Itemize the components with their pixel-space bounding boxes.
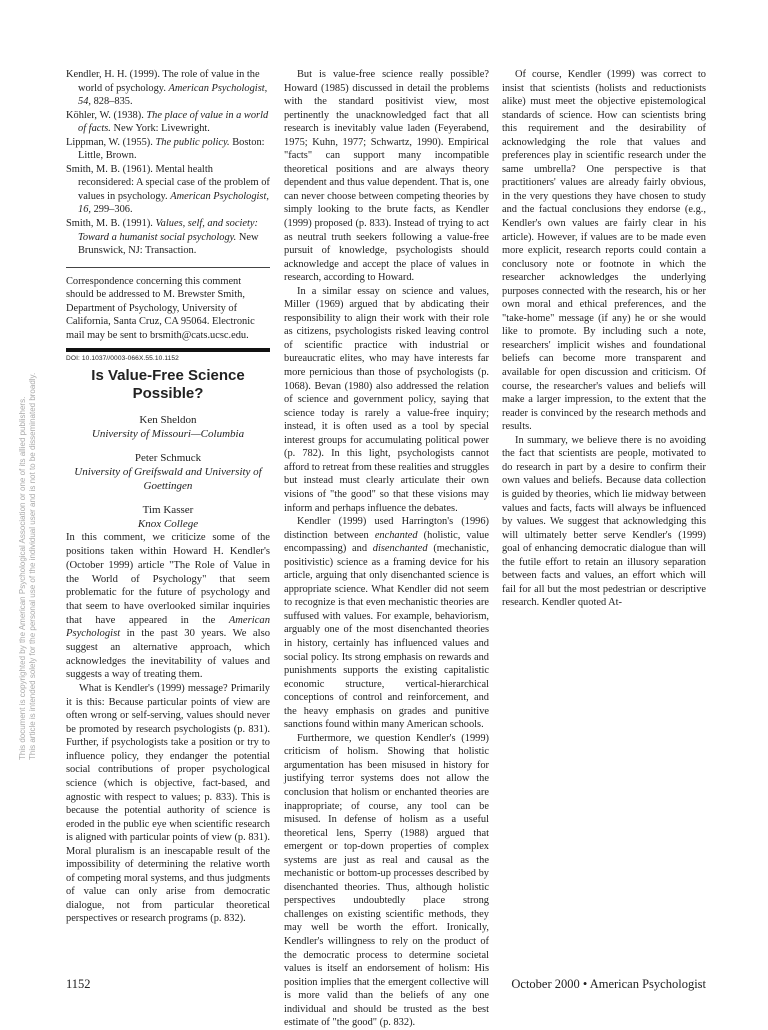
author-name: Ken Sheldon bbox=[139, 414, 197, 427]
divider-thick bbox=[66, 348, 270, 352]
reference-item: Köhler, W. (1938). The place of value in a world of facts. New York: Livewright. bbox=[66, 109, 269, 135]
article-title: Is Value-Free Science Possible? bbox=[91, 367, 245, 403]
abstract: In this comment, we criticize some of the positions taken within Howard H. Kendler's (October 1999) article "The Role of Value in the World of Psychology" that seem problematic for the future of psychology and that seem to have overlooked similar inquiries that have appeared in the American Psychologist in the past 30 years. We also suggest an alternative approach, which acknowledges the inevitability of values and suggests a way of treating them. bbox=[66, 532, 270, 681]
author-block bbox=[66, 413, 270, 531]
correspondence-note: Correspondence concerning this comment should be addressed to M. Brewster Smith, Department of Psychology, University of California, Santa Cruz, CA 95064. Electronic mail may be sent to brsmith@cats.ucsc.edu. bbox=[66, 275, 255, 341]
body-paragraph-6: Of course, Kendler (1999) was correct to insist that scientists (holists and reductionists alike) must meet the objective epistemological standards of science. How can scientists bring this requirement and the desirability of acknowledging the role that values and preferences play in scientific research under the same umbrella? One perspective is that practitioners' values are already fairly obvious, in the very questions they have chosen to study and the factual conclusions they endorse (e.g., Kendler's own values are fairly clear in his article). However, if values are to be made even more explicit, research reports could contain a conclusory note or footnote in which the researcher acknowledges the underlying purposes connected with the research, his or her own moral and ethical preferences, and the "take-home" message (if any) he or she would like to promote. By including such a note, researchers' implicit wishes and foundational beliefs can become more transparent and available for open discussion and criticism. Of course, the researcher's values and beliefs will make a larger impression, to the extent that the reader is convinced by the research methods and results. bbox=[502, 69, 706, 433]
body-paragraph-1: What is Kendler's (1999) message? Primarily it is this: Because particular points of view are often wrong or self-serving, values should never be promoted by research psychologists (p. 831). Further, if psychologists take a position or try to influence policy, they endanger the potential social contributions of proper psychological science (which is objective, fact-based, and agnostic with respect to values; p. 833). This is because the potential authority of science is eroded in the public eye when scientific research is aligned with particular points of view (p. 831). Moral pluralism is an inescapable result of the impossibility of determining the relative worth of competing moral systems, and thus judgments of value can only arise from democratic dialogue, not from particular theoretical perspectives or research programs (p. 832). bbox=[66, 683, 270, 925]
reference-item: Kendler, H. H. (1999). The role of value in the world of psychology. American Psychologist, 54, 828–835. bbox=[66, 69, 268, 108]
author-name: Peter Schmuck bbox=[134, 452, 202, 465]
author-name: Tim Kasser bbox=[142, 504, 194, 517]
reference-item: Smith, M. B. (1991). Values, self, and society: Toward a humanist social psychology. New Brunswick, NJ: Transaction. bbox=[66, 218, 259, 257]
reference-list bbox=[66, 68, 270, 258]
body-paragraph-3: In a similar essay on science and values, Miller (1969) argued that by abdicating their responsibility to align their work with their role as citizens, psychologists risked leaving control of scientific practice with industrial or bureaucratic elites, who may have interests far more pernicious than those of psychologists (p. 1068). Bevan (1980) also addressed the relation of science and government policy, saying that science today is rarely a value-free inquiry; instead, it is often used as a tool by special interest groups for accumulating political power (p. 782). In this light, psychologists cannot afford to retreat from these realities and struggles but instead must clearly articulate their own visions of "the good" so that these visions may inform and perhaps influence the debates. bbox=[284, 285, 489, 514]
copyright-line-1: This document is copyrighted by the American Psychological Association or one of its allied publishers. bbox=[18, 396, 27, 760]
body-paragraph-4: Kendler (1999) used Harrington's (1996) distinction between enchanted (holistic, value encompassing) and disenchanted (mechanistic, positivistic) science as a framing device for his article, arguing that only disenchanted science is appropriate science. What Kendler did not seem to recognize is that even mechanistic theories are suffused with values. For example, behaviorism, arguably one of the most disenchanted theories in history, certainly has influenced values and social policy. Its strong emphasis on rewards and punishments supports the existing capitalistic economic structure, vertical-hierarchical conceptions of control and reinforcement, and the heavy emphasis on grades and punitive sanctions found within many American schools. bbox=[284, 516, 490, 731]
column-3 bbox=[502, 68, 706, 610]
journal-footer: October 2000 • American Psychologist bbox=[511, 977, 706, 991]
author-affiliation: University of Greifswald and University of Goettingen bbox=[74, 466, 262, 493]
reference-item: Lippman, W. (1955). The public policy. Boston: Little, Brown. bbox=[66, 136, 265, 162]
column-1 bbox=[66, 68, 270, 926]
body-paragraph-7: In summary, we believe there is no avoiding the fact that scientists are people, motivated to do research in part by a desire to confirm their own values and beliefs. Because data collection is guided by theories, which lie midway between values and facts, facts will always be influenced by values. We suggest that acknowledging this will ultimately better serve Kendler's (1999) goal of enhancing democratic dialogue than will the futile effort to retain an illusory separation between facts and values, an effort which will fail for all but the most pedestrian or descriptive research. Kendler quoted At- bbox=[502, 434, 706, 609]
author-affiliation: University of Missouri—Columbia bbox=[91, 428, 245, 441]
copyright-line-2: This article is intended solely for the personal use of the individual user and is not to be disseminated broadly. bbox=[28, 372, 37, 760]
reference-item: Smith, M. B. (1961). Mental health reconsidered: A special case of the problem of values in psychology. American Psychologist, 16, 299–306. bbox=[66, 163, 270, 216]
copyright-sidebar bbox=[18, 373, 38, 760]
body-paragraph-5: Furthermore, we question Kendler's (1999) criticism of holism. Showing that holistic argumentation has been misused in history for justifying terror systems does not allow the conclusion that holism or enchanted theories are inappropriate; of course, any tool can be misused. In defense of holism as a useful theoretical lens, Sperry (1988) argued that emergent or top-down properties of complex systems are just as real and causal as the mechanistic or bottom-up processes described by disenchanted theories. Thus, although holistic perspectives undoubtedly place strong challenges on existing scientific methods, they may well be worth the effort. Ironically, Kendler's willingness to rely on the product of the democratic process to determine societal values is itself an endorsement of holism: His position implies that the emergent collective will is more valid than the beliefs of any one individual and should be trusted as the best estimate of "the good" (p. 832). bbox=[284, 732, 489, 1029]
page-number: 1152 bbox=[66, 977, 91, 991]
doi: DOI: 10.1037//0003-066X.55.10.1152 bbox=[66, 355, 179, 363]
column-2 bbox=[284, 68, 489, 1030]
divider bbox=[66, 267, 270, 268]
body-paragraph-2: But is value-free science really possible? Howard (1985) discussed in detail the problems with the standard positivist view, most pertinently the unacknowledged fact that all research is inevitably value laden (Feyerabend, 1975; Kuhn, 1977; Schwartz, 1990). Empirical "facts" can support many incompatible theoretical positions and are always theory dependent and thus value dependent. That is, one can never choose between competing theories by simply looking to the brute facts, as Kendler (1999) proposed (p. 833). Instead of trying to act as neutral truth seekers following a value-free pursuit of knowledge, psychologists should acknowledge and accept the place of values in research, according to Howard. bbox=[284, 69, 489, 284]
author-affiliation: Knox College bbox=[137, 518, 199, 531]
